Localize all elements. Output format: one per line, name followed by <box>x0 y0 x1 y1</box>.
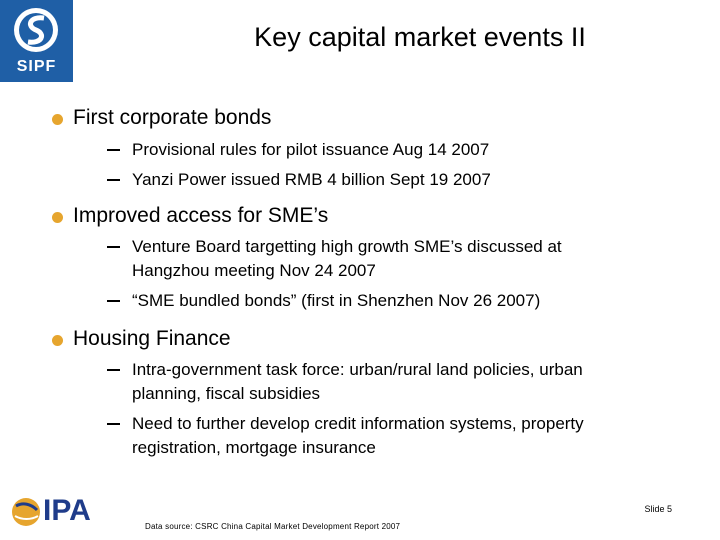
ipa-logo <box>9 494 99 530</box>
dash-icon <box>107 179 120 181</box>
sipf-logo-text: SIPF <box>16 58 57 75</box>
ipa-globe-icon <box>9 494 43 530</box>
dash-icon <box>107 300 120 302</box>
bullet-dot-icon <box>52 212 63 223</box>
bullet-housing-finance: Housing Finance <box>73 327 231 350</box>
bullet-dot-icon <box>52 335 63 346</box>
sub-bullet: “SME bundled bonds” (first in Shenzhen Nov 26 2007) <box>132 291 541 310</box>
sub-bullet: Yanzi Power issued RMB 4 billion Sept 19 2007 <box>132 170 491 189</box>
slide-title: Key capital market events II <box>254 22 586 52</box>
dash-icon <box>107 423 120 425</box>
bullet-sme-access: Improved access for SME’s <box>73 204 329 227</box>
sipf-logo <box>0 0 73 82</box>
sub-bullet: Provisional rules for pilot issuance Aug 14 2007 <box>132 140 490 159</box>
sub-bullet: Need to further develop credit information systems, property registration, mortgage insurance <box>132 414 584 457</box>
dash-icon <box>107 149 120 151</box>
sipf-emblem-icon <box>0 0 73 58</box>
ipa-logo-text: IPA <box>43 494 91 527</box>
sub-bullet: Intra-government task force: urban/rural land policies, urban planning, fiscal subsidies <box>132 360 583 403</box>
bullet-corporate-bonds: First corporate bonds <box>73 106 272 129</box>
sub-bullet: Venture Board targetting high growth SME’s discussed at Hangzhou meeting Nov 24 2007 <box>132 237 562 280</box>
slide-number: Slide 5 <box>644 504 672 514</box>
dash-icon <box>107 246 120 248</box>
data-source-note: Data source: CSRC China Capital Market Development Report 2007 <box>145 522 401 531</box>
bullet-dot-icon <box>52 114 63 125</box>
dash-icon <box>107 369 120 371</box>
